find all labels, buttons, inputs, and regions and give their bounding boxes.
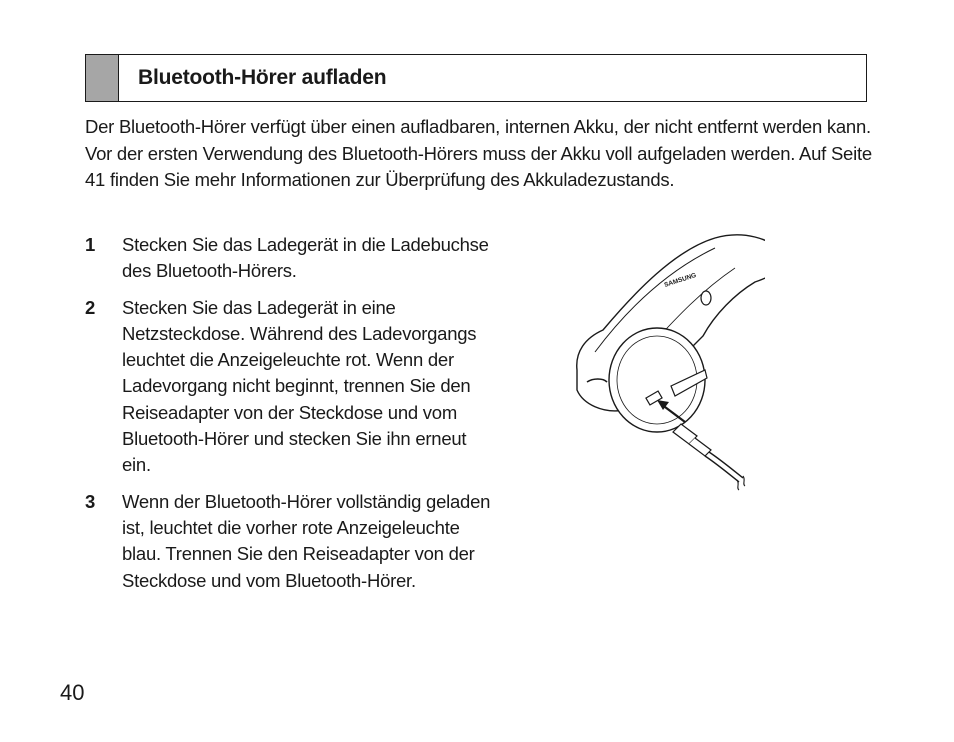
- intro-paragraph: Der Bluetooth-Hörer verfügt über einen aufladbaren, internen Akku, der nicht entfernt werden kann. Vor der ersten Verwendung des Bluetooth-Hörers muss der Akku voll aufgeladen werden. Auf Seite 41 finden Sie mehr Informationen zur Überprüfung des Akkuladezustands.: [85, 116, 872, 190]
- headset-charging-illustration: [565, 232, 765, 494]
- step-number: 2: [85, 296, 96, 318]
- charger-cable: [709, 452, 743, 478]
- section-header: [85, 54, 867, 102]
- step-number: 3: [85, 490, 96, 512]
- step-item: [85, 232, 495, 285]
- step-number: 1: [85, 234, 96, 255]
- header-marker-block: [86, 55, 119, 101]
- section-title: Bluetooth-Hörer aufladen: [138, 66, 387, 89]
- step-item: [85, 295, 495, 479]
- step-item: [85, 489, 495, 594]
- step-text: Stecken Sie das Ladegerät in eine Netzsteckdose. Während des Ladevorgangs leuchtet die Anzeigeleuchte rot. Wenn der Ladevorgang nicht beginnt, trennen Sie den Reiseadapter von der Steckdose und vom Bluetooth-Hörer und stecken Sie ihn erneut ein.: [122, 296, 477, 476]
- headset-illustration-svg: [565, 232, 765, 494]
- brand-label: SAMSUNG: [663, 271, 698, 289]
- page-number: 40: [60, 680, 85, 705]
- steps-list: [85, 232, 495, 594]
- step-text: Wenn der Bluetooth-Hörer vollständig geladen ist, leuchtet die vorher rote Anzeigeleuchte blau. Trennen Sie den Reiseadapter von der Steckdose und vom Bluetooth-Hörer.: [122, 490, 491, 591]
- step-text: Stecken Sie das Ladegerät in die Ladebuchse des Bluetooth-Hörers.: [122, 234, 489, 282]
- side-button: [701, 291, 711, 305]
